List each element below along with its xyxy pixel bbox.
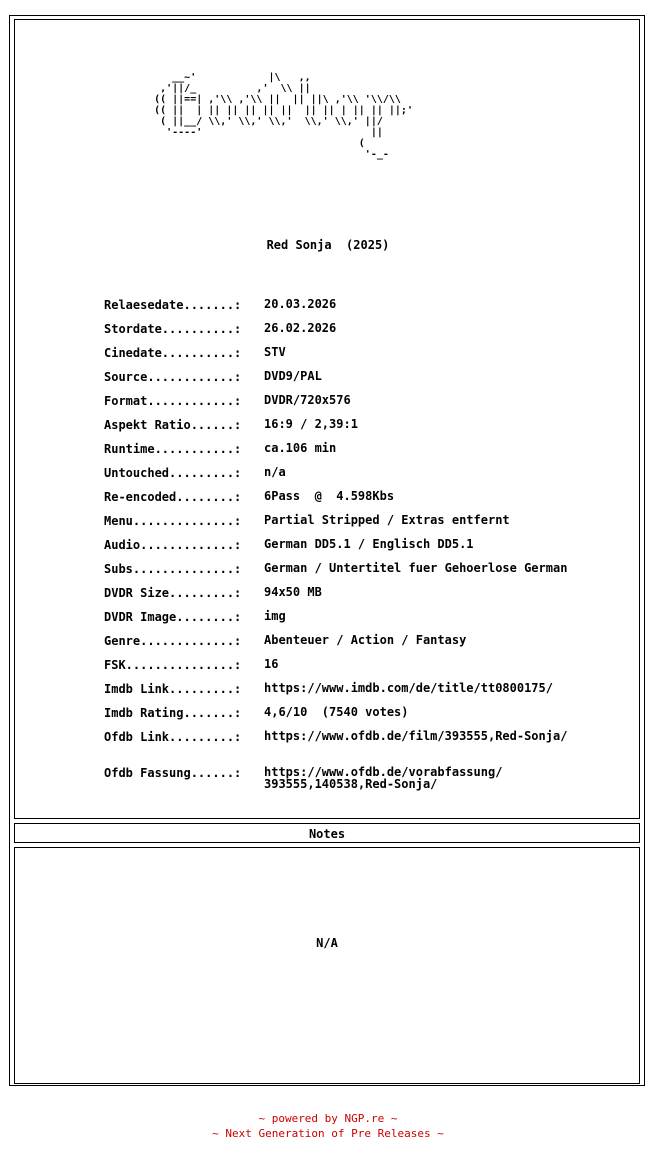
info-value: https://www.imdb.com/de/title/tt0800175/ [264,681,553,695]
info-label: Menu..............: [104,514,242,528]
info-value: img [264,609,286,623]
info-value: https://www.ofdb.de/film/393555,Red-Sonja/ [264,729,568,743]
info-label: DVDR Image........: [104,610,242,624]
release-title: Red Sonja (2025) [266,238,390,252]
info-value: 26.02.2026 [264,321,337,335]
info-value: 4,6/10 (7540 votes) [264,705,409,719]
info-value: ca.106 min [264,441,337,455]
info-label: FSK...............: [104,658,242,672]
info-label: Ofdb Link.........: [104,730,242,744]
footer-tagline: ~ Next Generation of Pre Releases ~ [212,1127,444,1140]
info-label: Untouched.........: [104,466,242,480]
info-value: 94x50 MB [264,585,322,599]
info-label: Imdb Link.........: [104,682,242,696]
info-label: Runtime...........: [104,442,242,456]
info-label: Source............: [104,370,242,384]
notes-body [14,847,640,1084]
info-label: Cinedate..........: [104,346,242,360]
info-value: DVD9/PAL [264,369,322,383]
info-value: https://www.ofdb.de/vorabfassung/ 393555,140538,Red-Sonja/ [264,765,503,791]
info-value: Abenteuer / Action / Fantasy [264,633,467,647]
info-value: n/a [264,465,286,479]
info-value: 16 [264,657,279,671]
info-label: Stordate..........: [104,322,242,336]
info-label: Subs..............: [104,562,242,576]
info-label: Genre.............: [104,634,242,648]
footer-powered-by: ~ powered by NGP.re ~ [258,1112,398,1125]
info-value: German / Untertitel fuer Gehoerlose German [264,561,568,575]
info-value: 16:9 / 2,39:1 [264,417,358,431]
notes-text: N/A [316,936,338,950]
goodboy-ascii-logo: __~' |\ ,, ,'||/_ ,' \\ || (( ||==| ,'\\ ,'\\ || || ||\ ,'\\ '\\/\\ (( || | || || || || || || || | || || ||;' ( ||__/ \\,' \\,' \\,' \\,' \\,' ||/ '----' || ( '-_- [154,72,413,160]
info-value: German DD5.1 / Englisch DD5.1 [264,537,474,551]
info-label: DVDR Size.........: [104,586,242,600]
info-value: 6Pass @ 4.598Kbs [264,489,395,503]
info-label: Imdb Rating.......: [104,706,242,720]
info-value: DVDR/720x576 [264,393,351,407]
info-label: Relaesedate.......: [104,298,242,312]
info-label: Aspekt Ratio......: [104,418,242,432]
notes-header [14,823,640,843]
info-label: Ofdb Fassung......: [104,766,242,780]
info-value: STV [264,345,286,359]
info-label: Audio.............: [104,538,242,552]
info-label: Format............: [104,394,242,408]
info-value: 20.03.2026 [264,297,337,311]
info-label: Re-encoded........: [104,490,242,504]
notes-title: Notes [308,827,346,841]
info-value: Partial Stripped / Extras entfernt [264,513,510,527]
